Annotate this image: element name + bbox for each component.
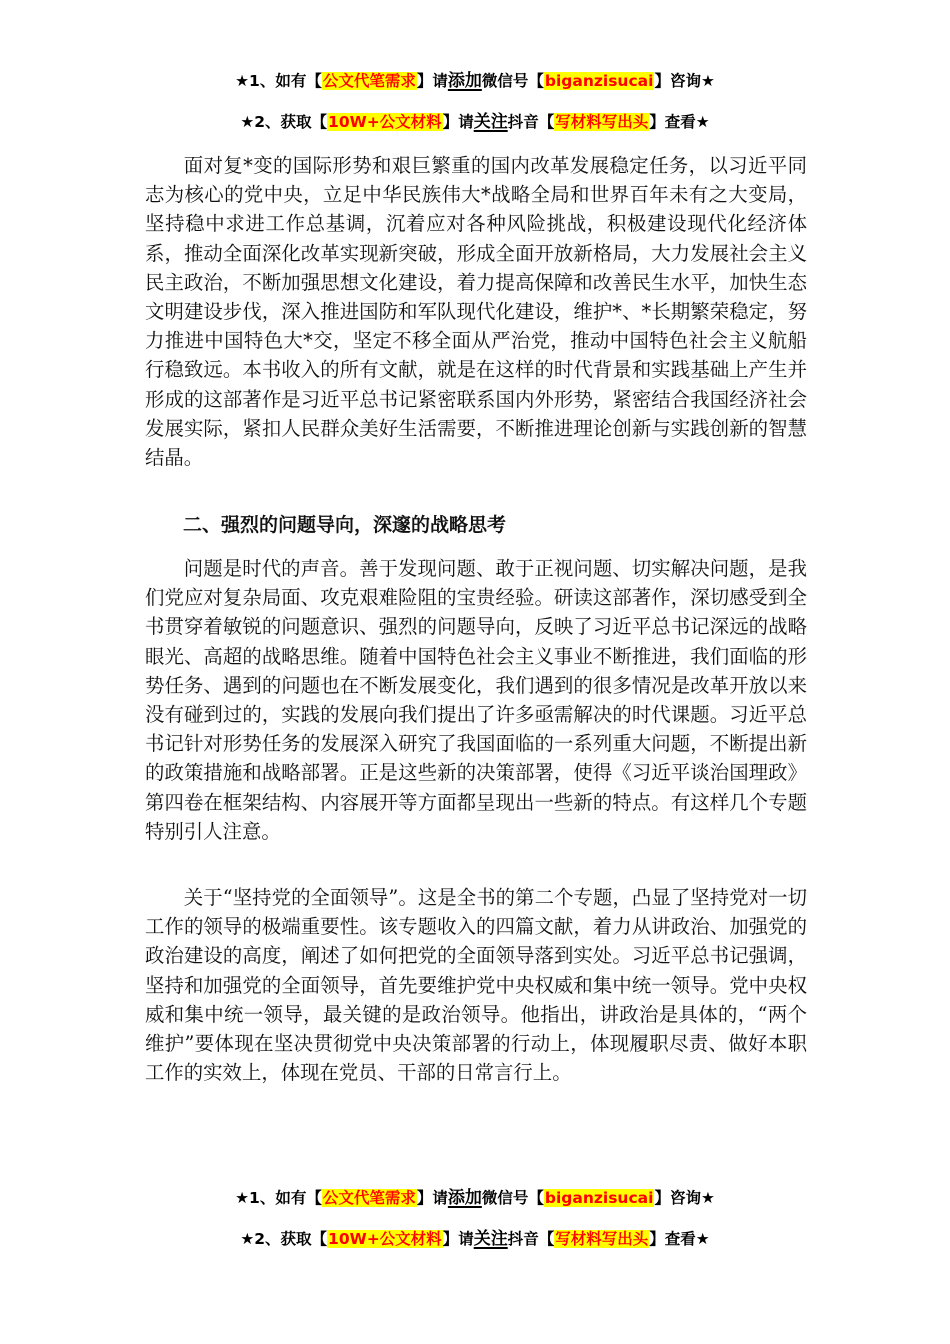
promo-text: 抖音【 [507, 1230, 555, 1248]
promo-text: 】查看★ [649, 1230, 710, 1248]
promo-highlight: 10W+公文材料 [328, 1230, 442, 1248]
promo-text: 】请 [442, 1230, 474, 1248]
promo-highlight-douyin: 写材料写出头 [555, 1230, 649, 1248]
header-promo-line-1 [0, 69, 950, 93]
promo-text: ★1、如有【 [235, 72, 322, 90]
promo-highlight-douyin: 写材料写出头 [555, 113, 649, 131]
promo-underlined: 添加 [447, 71, 482, 91]
promo-text: 】请 [442, 113, 474, 131]
footer-promo-line-1 [0, 1186, 950, 1210]
promo-text: ★1、如有【 [235, 1189, 322, 1207]
promo-highlight-wechat-id: biganzisucai [544, 72, 654, 90]
paragraph-2: 问题是时代的声音。善于发现问题、敢于正视问题、切实解决问题，是我们党应对复杂局面、攻克艰难险阻的宝贵经验。研读这部著作，深切感受到全书贯穿着敏锐的问题意识、强烈的问题导向，反映了习近平总书记深远的战略眼光、高超的战略思维。随着中国特色社会主义事业不断推进，我们面临的形势任务、遇到的问题也在不断发展变化，我们遇到的很多情况是改革开放以来没有碰到过的，实践的发展向我们提出了许多亟需解决的时代课题。习近平总书记针对形势任务的发展深入研究了我国面临的一系列重大问题，不断提出新的政策措施和战略部署。正是这些新的决策部署，使得《习近平谈治国理政》第四卷在框架结构、内容展开等方面都呈现出一些新的特点。有这样几个专题特别引人注意。 [145, 557, 807, 843]
section-heading-2: 二、强烈的问题导向，深邃的战略思考 [183, 514, 507, 536]
promo-highlight: 公文代笔需求 [322, 72, 416, 90]
promo-underlined: 关注 [473, 112, 508, 132]
promo-text: 微信号【 [481, 72, 544, 90]
paragraph-1: 面对复*变的国际形势和艰巨繁重的国内改革发展稳定任务，以习近平同志为核心的党中央，立足中华民族伟大*战略全局和世界百年未有之大变局，坚持稳中求进工作总基调，沉着应对各种风险挑战，积极建设现代化经济体系，推动全面深化改革实现新突破，形成全面开放新格局，大力发展社会主义民主政治，不断加强思想文化建设，着力提高保障和改善民生水平，加快生态文明建设步伐，深入推进国防和军队现代化建设，维护*、*长期繁荣稳定，努力推进中国特色大*交，坚定不移全面从严治党，推动中国特色社会主义航船行稳致远。本书收入的所有文献，就是在这样的时代背景和实践基础上产生并形成的这部著作是习近平总书记紧密联系国内外形势，紧密结合我国经济社会发展实际，紧扣人民群众美好生活需要，不断推进理论创新与实践创新的智慧结晶。 [145, 154, 807, 470]
promo-text: 】请 [416, 72, 448, 90]
header-promo-line-2 [0, 110, 950, 134]
promo-highlight: 10W+公文材料 [328, 113, 442, 131]
promo-text: 】查看★ [649, 113, 710, 131]
promo-text: 微信号【 [481, 1189, 544, 1207]
promo-underlined: 关注 [473, 1229, 508, 1249]
promo-text: 】咨询★ [654, 72, 715, 90]
paragraph-3: 关于“坚持党的全面领导”。这是全书的第二个专题，凸显了坚持党对一切工作的领导的极端重要性。该专题收入的四篇文献，着力从讲政治、加强党的政治建设的高度，阐述了如何把党的全面领导落到实处。习近平总书记强调，坚持和加强党的全面领导，首先要维护党中央权威和集中统一领导。党中央权威和集中统一领导，最关键的是政治领导。他指出，讲政治是具体的，“两个维护”要体现在坚决贯彻党中央决策部署的行动上，体现履职尽责、做好本职工作的实效上，体现在党员、干部的日常言行上。 [145, 886, 807, 1085]
footer-promo-line-2 [0, 1227, 950, 1251]
promo-text: ★2、获取【 [240, 113, 328, 131]
promo-text: 抖音【 [507, 113, 555, 131]
promo-highlight: 公文代笔需求 [322, 1189, 416, 1207]
promo-text: ★2、获取【 [240, 1230, 328, 1248]
promo-highlight-wechat-id: biganzisucai [544, 1189, 654, 1207]
promo-text: 】请 [416, 1189, 448, 1207]
promo-underlined: 添加 [447, 1188, 482, 1208]
promo-text: 】咨询★ [654, 1189, 715, 1207]
